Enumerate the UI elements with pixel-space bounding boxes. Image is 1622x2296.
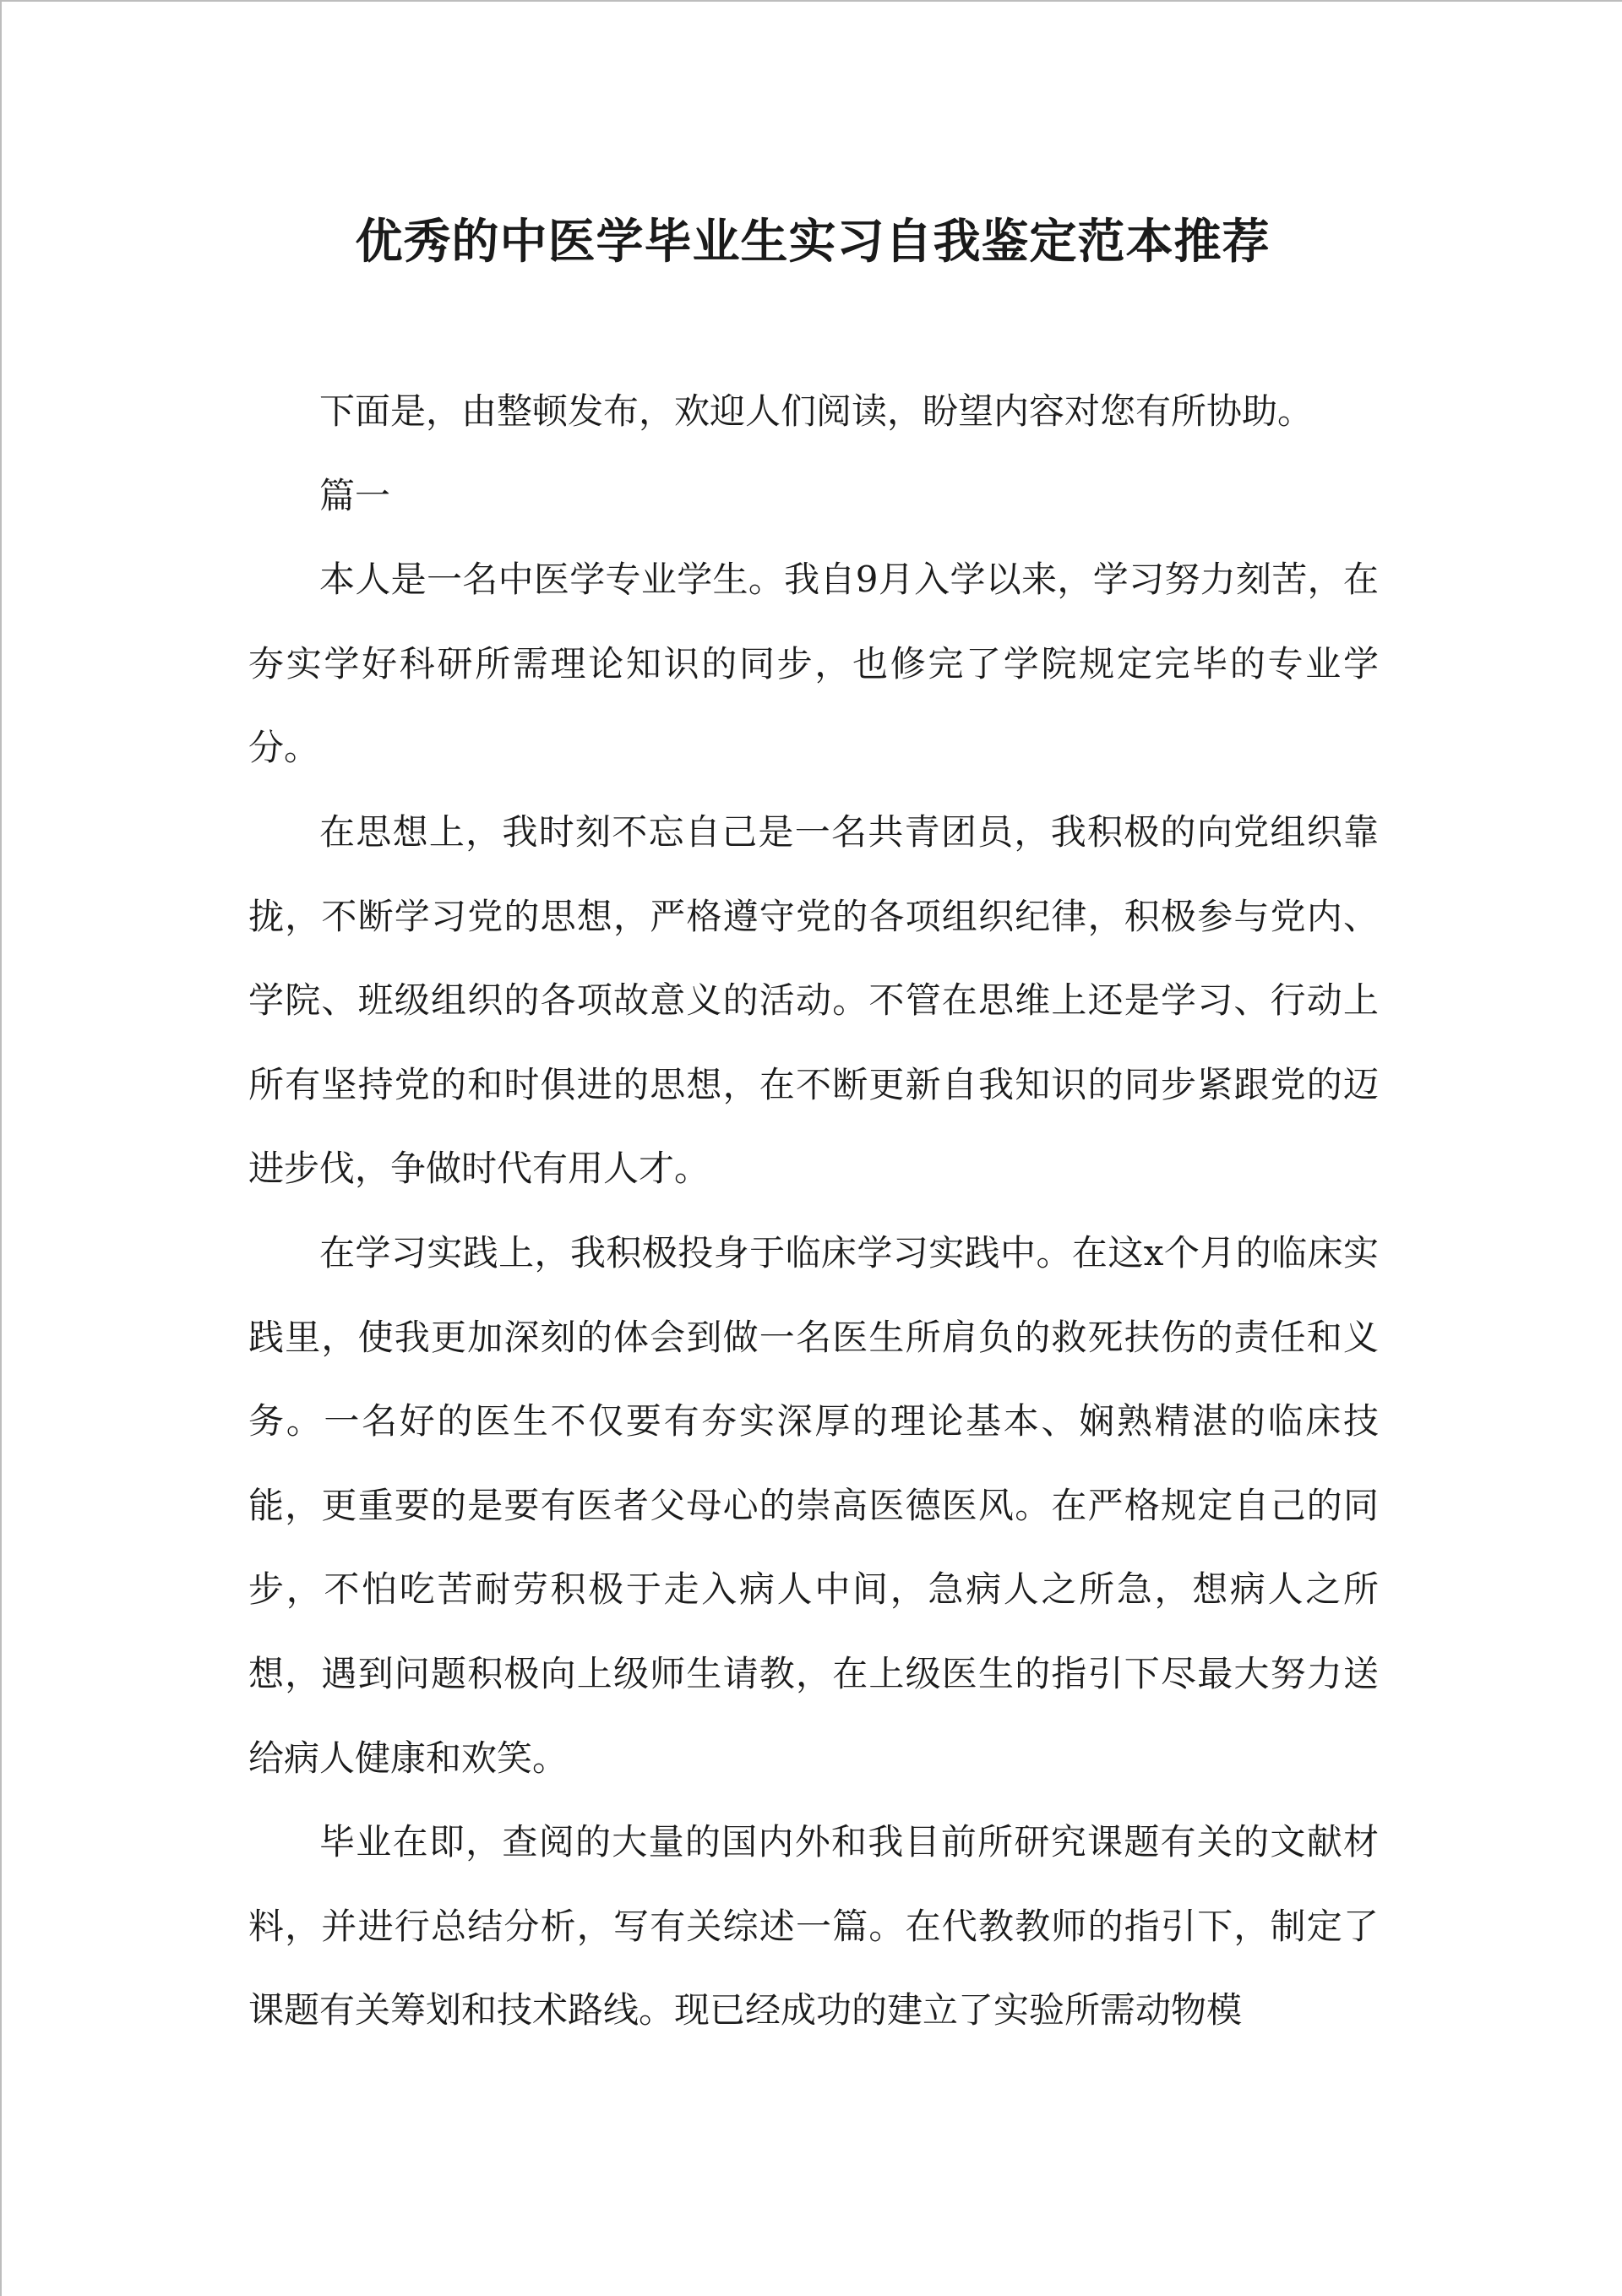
body-paragraph: 在思想上，我时刻不忘自己是一名共青团员，我积极的向党组织靠拢，不断学习党的思想，严格遵守党的各项组织纪律，积极参与党内、学院、班级组织的各项故意义的活动。不管在思维上还是学习、行动上所有坚持党的和时俱进的思想，在不断更新自我知识的同步紧跟党的迈进步伐，争做时代有用人才。 bbox=[248, 810, 1379, 1190]
body-paragraph: 本人是一名中医学专业学生。我自9月入学以来，学习努力刻苦，在夯实学好科研所需理论知识的同步，也修完了学院规定完毕的专业学分。 bbox=[248, 559, 1379, 769]
section-heading: 篇一 bbox=[319, 474, 391, 516]
document-title: 优秀的中医学毕业生实习自我鉴定范本推荐 bbox=[355, 214, 1271, 270]
intro-paragraph: 下面是，由整顿发布，欢迎人们阅读，盼望内容对您有所协助。 bbox=[319, 390, 1314, 432]
body-paragraph: 在学习实践上，我积极投身于临床学习实践中。在这x个月的临床实践里，使我更加深刻的体会到做一名医生所肩负的救死扶伤的责任和义务。一名好的医生不仅要有夯实深厚的理论基本、娴熟精湛的临床技能，更重要的是要有医者父母心的崇高医德医风。在严格规定自己的同步，不怕吃苦耐劳积极于走入病人中间，急病人之所急，想病人之所想，遇到问题积极向上级师生请教，在上级医生的指引下尽最大努力送给病人健康和欢笑。 bbox=[248, 1231, 1379, 1779]
body-paragraph: 毕业在即，查阅的大量的国内外和我目前所研究课题有关的文献材料，并进行总结分析，写有关综述一篇。在代教教师的指引下，制定了课题有关筹划和技术路线。现已经成功的建立了实验所需动物模 bbox=[248, 1821, 1379, 2031]
document-body bbox=[248, 369, 1379, 2053]
